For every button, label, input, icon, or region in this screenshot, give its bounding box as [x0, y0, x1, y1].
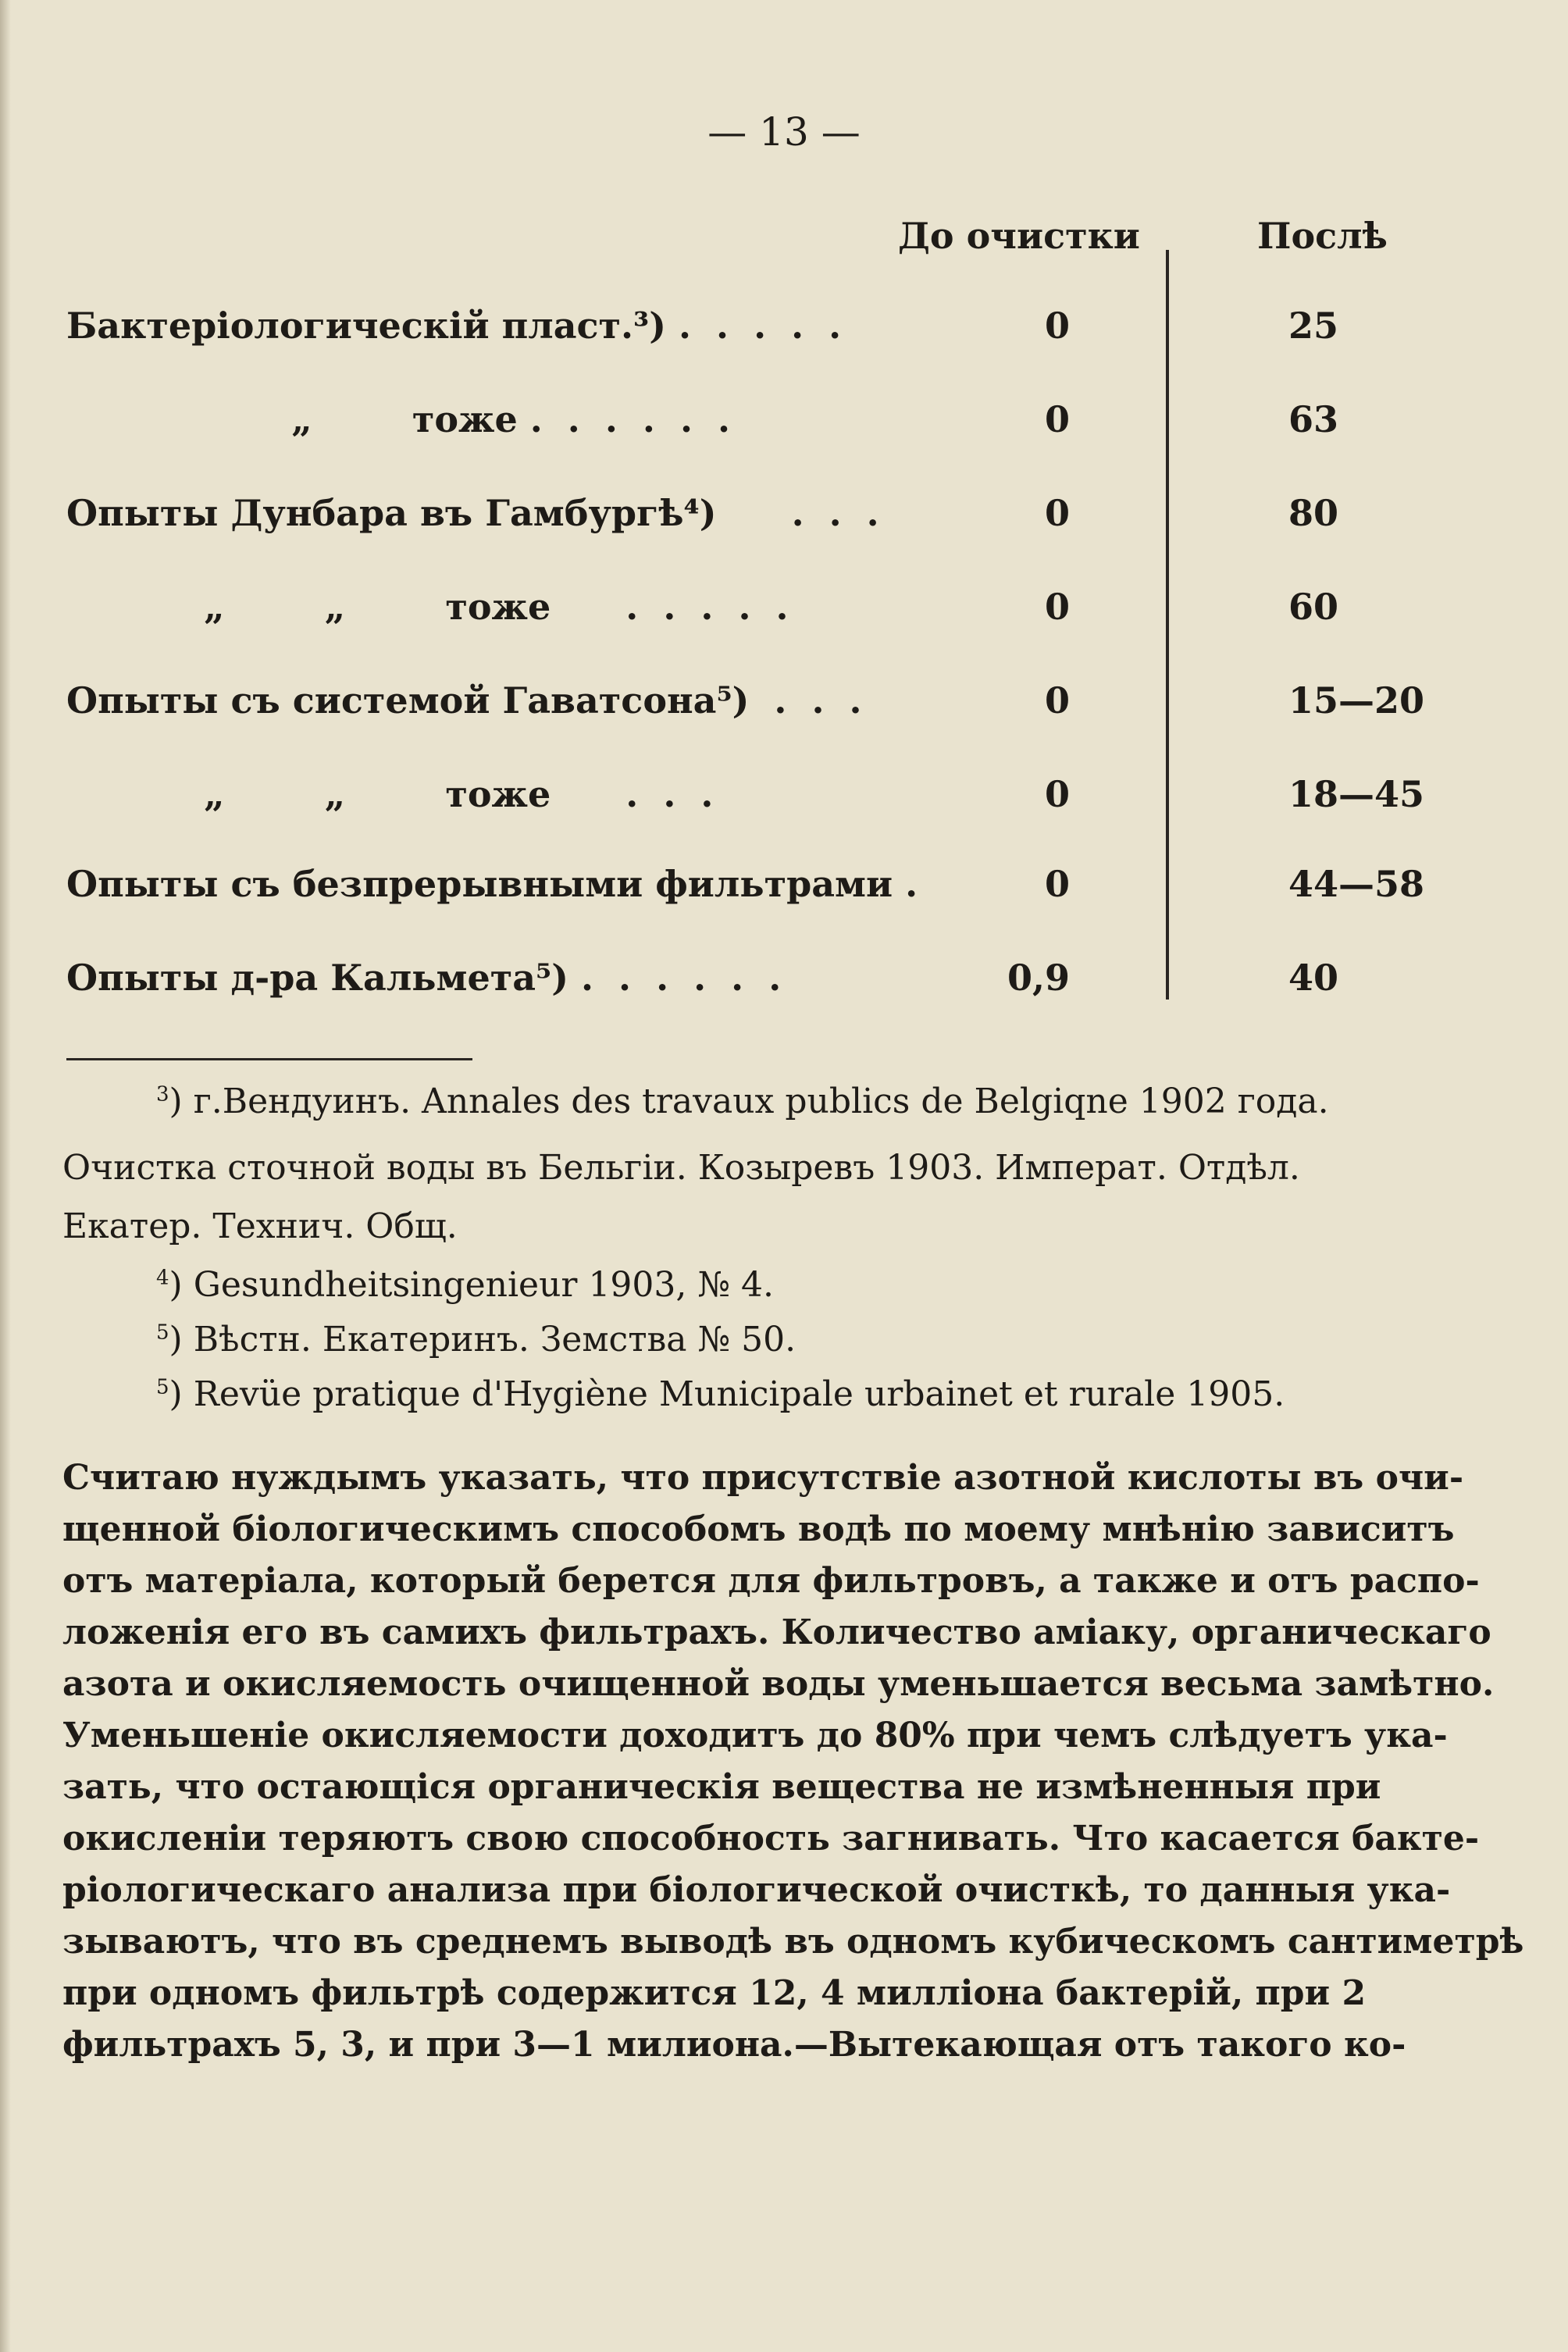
- value-after: 44—58: [1288, 863, 1425, 905]
- row-label: Бактеріологическій пласт.³) . . . . .: [66, 305, 842, 347]
- text-line: фильтрахъ 5, 3, и при 3—1 милиона.—Вытекающая отъ такого ко-: [62, 2025, 1406, 2065]
- row-label: Опыты Дунбара въ Гамбургѣ⁴) . . .: [66, 492, 879, 534]
- body-paragraph: [62, 1452, 1524, 2071]
- text-line: щенной біологическимъ способомъ водѣ по моему мнѣнію зависитъ: [62, 1509, 1455, 1549]
- table-row: [0, 586, 1568, 640]
- footnote-3: $^3$) г.Вендуинъ. Annales des travaux publics de Belgiqne 1902 года.: [156, 1082, 1329, 1121]
- text-line: Считаю нуждымъ указать, что присутствіе азотной кислоты въ очи-: [62, 1458, 1464, 1498]
- value-before: 0: [1044, 305, 1070, 347]
- table-row: [0, 679, 1568, 734]
- table-row: [0, 863, 1568, 918]
- text-line: окисленіи теряютъ свою способность загнивать. Что касается бакте-: [62, 1819, 1480, 1858]
- text-line: ложенія его въ самихъ фильтрахъ. Количество аміаку, органическаго: [62, 1613, 1491, 1652]
- row-label: „ „ тоже . . . . .: [66, 586, 789, 628]
- value-after: 25: [1288, 305, 1339, 347]
- page-number: — 13 —: [707, 109, 861, 155]
- row-label: „ „ тоже . . .: [66, 773, 714, 815]
- table-row: [0, 305, 1568, 359]
- table-row: [0, 957, 1568, 1011]
- value-before: 0: [1044, 492, 1070, 534]
- footnote-5b: $^5$) Revüe pratique d'Hygiène Municipale urbainet et rurale 1905.: [156, 1374, 1285, 1414]
- value-after: 60: [1288, 586, 1339, 628]
- table-row: [0, 773, 1568, 828]
- value-before: 0: [1044, 679, 1070, 722]
- footnote-3-cont: Екатер. Технич. Общ.: [62, 1206, 458, 1246]
- column-header-after: Послѣ: [1257, 215, 1388, 257]
- text-line: отъ матеріала, который берется для фильтровъ, а также и отъ распо-: [62, 1561, 1480, 1601]
- column-header-before: До очистки: [898, 215, 1140, 257]
- value-before: 0,9: [1007, 957, 1070, 999]
- footnote-4: $^4$) Gesundheitsingenieur 1903, № 4.: [156, 1265, 774, 1305]
- value-after: 15—20: [1288, 679, 1425, 722]
- text-line: Уменьшеніе окисляемости доходитъ до 80% при чемъ слѣдуетъ ука-: [62, 1716, 1448, 1755]
- footnote-3-cont: Очистка сточной воды въ Бельгiи. Козыревъ 1903. Императ. Отдѣл.: [62, 1148, 1300, 1188]
- text-line: при одномъ фильтрѣ содержится 12, 4 милліона бактерій, при 2: [62, 1973, 1367, 2013]
- value-before: 0: [1044, 586, 1070, 628]
- footnote-5: $^5$) Вѣстн. Екатеринъ. Земства № 50.: [156, 1320, 796, 1360]
- row-label: Опыты съ системой Гаватсона⁵) . . .: [66, 679, 862, 722]
- row-label: „ тоже . . . . . .: [66, 398, 730, 440]
- value-after: 63: [1288, 398, 1339, 440]
- text-line: ріологическаго анализа при біологической очисткѣ, то данныя ука-: [62, 1870, 1451, 1910]
- text-line: зать, что остающіся органическія вещества не измѣненныя при: [62, 1767, 1381, 1807]
- value-before: 0: [1044, 773, 1070, 815]
- text-line: зываютъ, что въ среднемъ выводѣ въ одномъ кубическомъ сантиметрѣ: [62, 1922, 1524, 1962]
- value-after: 40: [1288, 957, 1339, 999]
- value-before: 0: [1044, 863, 1070, 905]
- row-label: Опыты д-ра Кальмета⁵) . . . . . .: [66, 957, 782, 999]
- footnote-rule: [66, 1058, 472, 1060]
- value-before: 0: [1044, 398, 1070, 440]
- table-row: [0, 492, 1568, 547]
- table-row: [0, 398, 1568, 453]
- text-line: азота и окисляемость очищенной воды уменьшается весьма замѣтно.: [62, 1664, 1495, 1704]
- value-after: 18—45: [1288, 773, 1425, 815]
- row-label: Опыты съ безпрерывными фильтрами .: [66, 863, 918, 905]
- value-after: 80: [1288, 492, 1339, 534]
